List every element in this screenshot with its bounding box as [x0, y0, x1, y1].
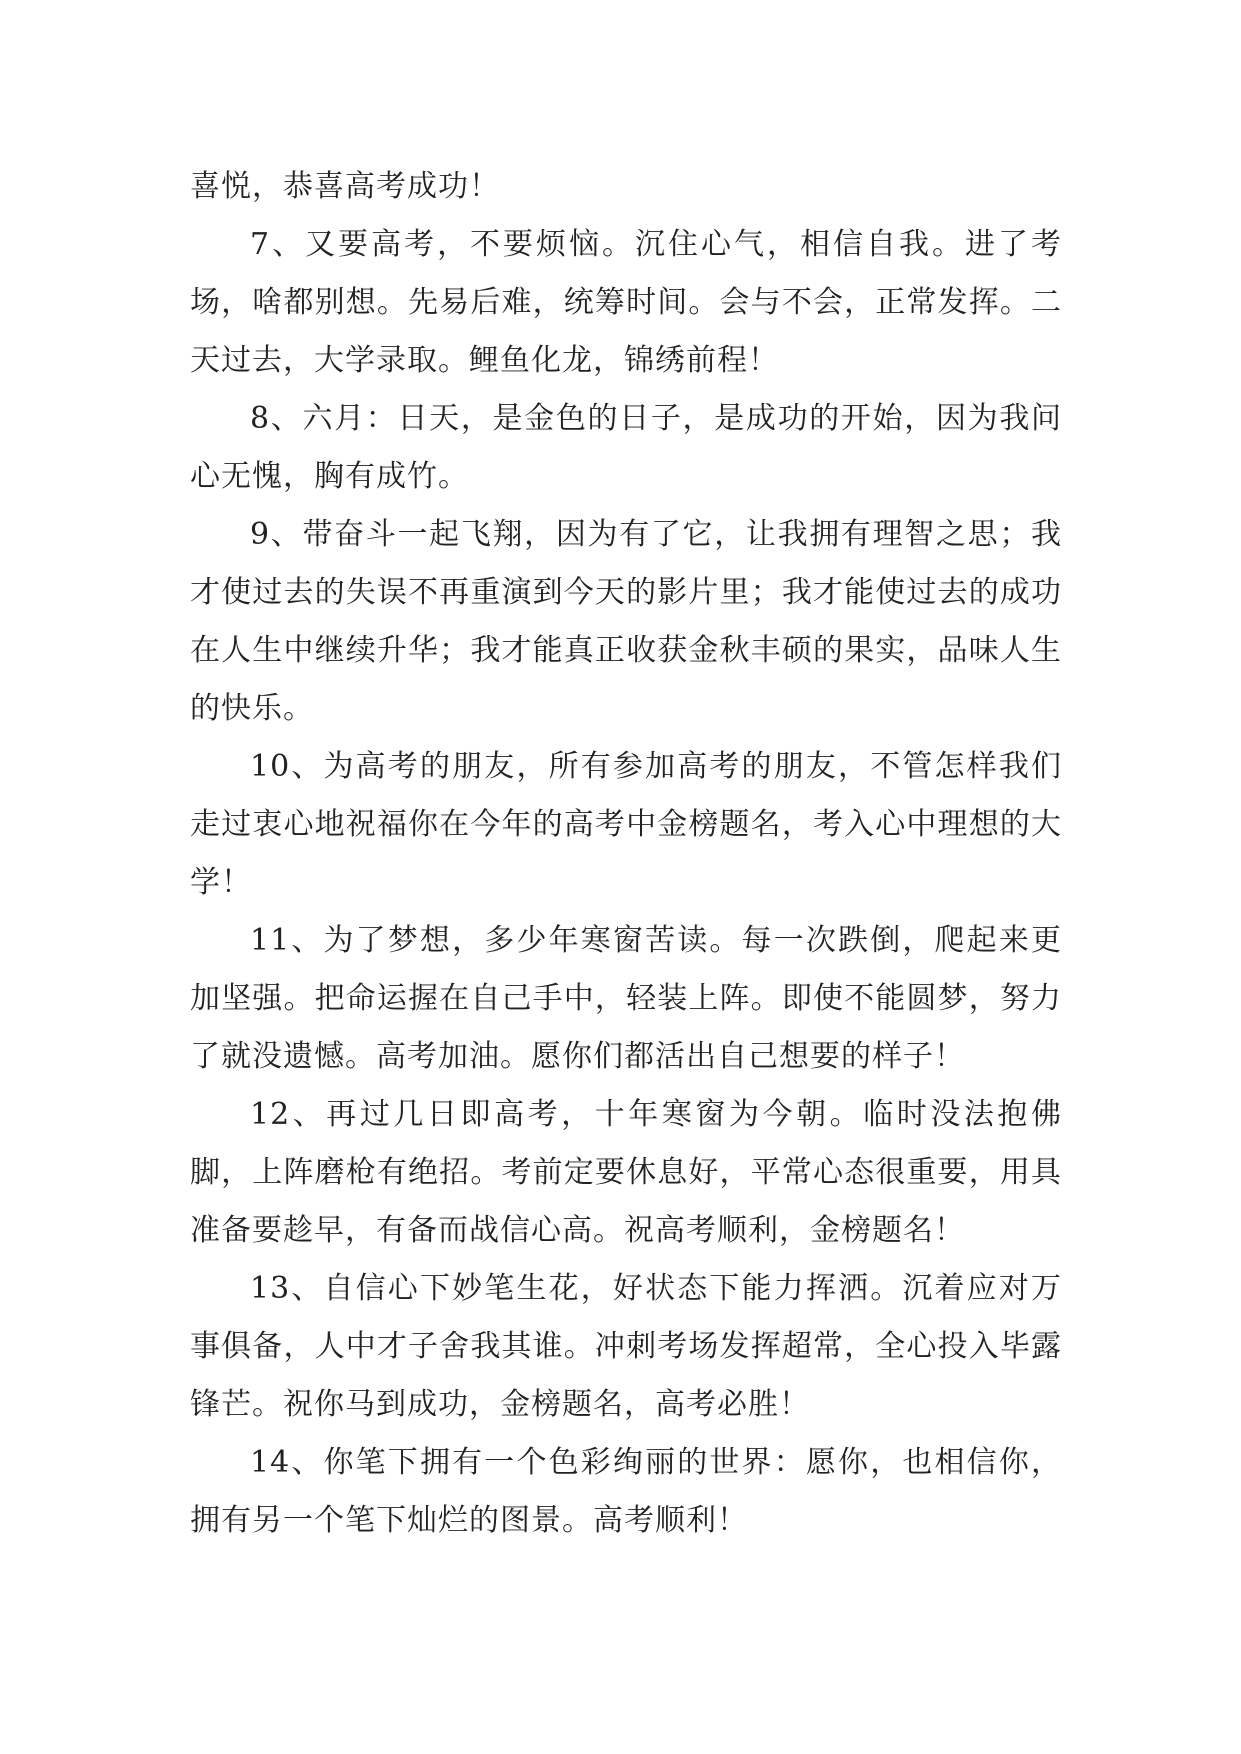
paragraph-item-12: 12、再过几日即高考，十年寒窗为今朝。临时没法抱佛脚，上阵磨枪有绝招。考前定要休息好，平常心态很重要，用具准备要趁早，有备而战信心高。祝高考顺利，金榜题名！	[190, 1097, 1062, 1248]
paragraph-item-11: 11、为了梦想，多少年寒窗苦读。每一次跌倒，爬起来更加坚强。把命运握在自己手中，轻装上阵。即使不能圆梦，努力了就没遗憾。高考加油。愿你们都活出自己想要的样子！	[190, 923, 1062, 1074]
paragraph-continuation: 喜悦，恭喜高考成功！	[190, 169, 500, 204]
document-body	[190, 158, 1062, 1550]
paragraph-item-7: 7、又要高考，不要烦恼。沉住心气，相信自我。进了考场，啥都别想。先易后难，统筹时间。会与不会，正常发挥。二天过去，大学录取。鲤鱼化龙，锦绣前程！	[190, 227, 1062, 378]
paragraph-item-10: 10、为高考的朋友，所有参加高考的朋友，不管怎样我们走过衷心地祝福你在今年的高考中金榜题名，考入心中理想的大学！	[190, 749, 1062, 900]
paragraph-item-9: 9、带奋斗一起飞翔，因为有了它，让我拥有理智之思；我才使过去的失误不再重演到今天的影片里；我才能使过去的成功在人生中继续升华；我才能真正收获金秋丰硕的果实，品味人生的快乐。	[190, 517, 1062, 726]
paragraph-item-8: 8、六月：日天，是金色的日子，是成功的开始，因为我问心无愧，胸有成竹。	[190, 401, 1062, 494]
paragraph-item-14: 14、你笔下拥有一个色彩绚丽的世界：愿你，也相信你，拥有另一个笔下灿烂的图景。高考顺利！	[190, 1445, 1062, 1538]
paragraph-item-13: 13、自信心下妙笔生花，好状态下能力挥洒。沉着应对万事俱备，人中才子舍我其谁。冲刺考场发挥超常，全心投入毕露锋芒。祝你马到成功，金榜题名，高考必胜！	[190, 1271, 1062, 1422]
